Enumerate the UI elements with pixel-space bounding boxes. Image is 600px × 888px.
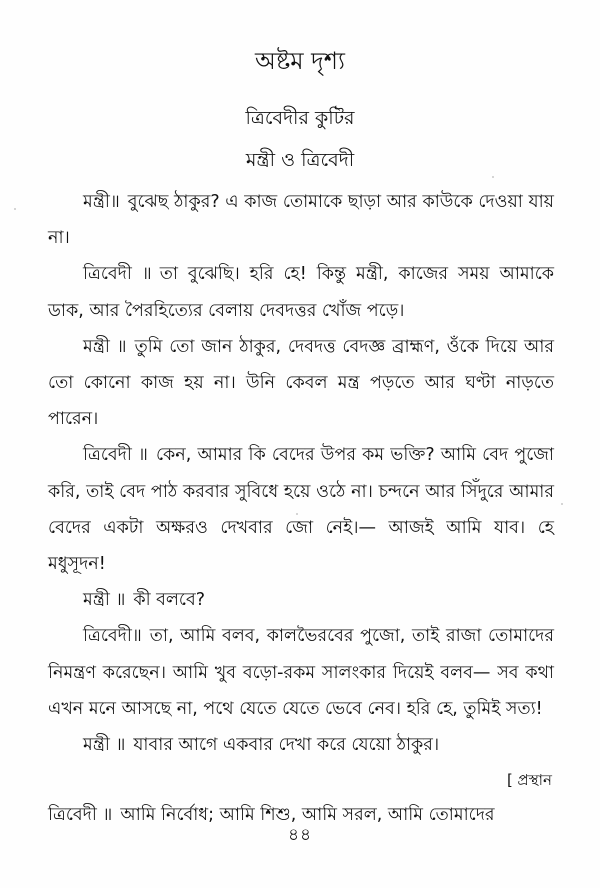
dialogue-text: কী বলবে?	[133, 590, 205, 611]
speaker-name: ত্রিবেদী॥	[83, 626, 142, 647]
dialogue-body	[48, 184, 554, 833]
dialogue-paragraph	[48, 329, 554, 438]
speaker-name: মন্ত্রী॥	[83, 192, 120, 212]
scene-characters: মন্ত্রী ও ত্রিবেদী	[245, 149, 355, 171]
speaker-name: মন্ত্রী ॥	[83, 336, 127, 357]
dialogue-text: তা বুঝেছি। হরি হে! কিন্তু মন্ত্রী, কাজের সময় আমাকে ডাক, আর পৈরহিত্যের বেলায় দেবদত্তর খোঁজ পড়ে।	[48, 264, 554, 321]
dialogue-paragraph	[48, 618, 554, 727]
dialogue-paragraph	[48, 437, 554, 582]
speaker-name: মন্ত্রী ॥	[83, 735, 126, 756]
page-number: ৪৪	[287, 825, 313, 845]
paper-speck	[296, 513, 298, 515]
speaker-name: মন্ত্রী ॥	[83, 590, 126, 611]
dialogue-text: বুঝেছ ঠাকুর? এ কাজ তোমাকে ছাড়া আর কাউকে দেওয়া যায় না।	[48, 192, 554, 249]
paper-speck	[14, 208, 16, 210]
dialogue-paragraph	[48, 582, 554, 618]
stage-direction: [ প্রস্থান	[506, 771, 552, 790]
scene-title: অষ্টম দৃশ্য	[255, 47, 345, 75]
dialogue-text: যাবার আগে একবার দেখা করে যেয়ো ঠাকুর।	[133, 735, 440, 756]
dialogue-text: আমি নির্বোধ; আমি শিশু, আমি সরল, আমি তোমাদের	[120, 805, 495, 826]
scene-location: ত্রিবেদীর কুটির	[245, 107, 355, 129]
dialogue-paragraph	[48, 256, 554, 328]
paper-speck	[492, 176, 494, 178]
speaker-name: ত্রিবেদী ॥	[48, 805, 113, 826]
dialogue-text: কেন, আমার কি বেদের উপর কম ভক্তি? আমি বেদ পুজো করি, তাই বেদ পাঠ করবার সুবিধে হয়ে ওঠে না। চন্দনে আর সিঁদুরে আমার বেদের একটা অক্ষরও দেখবার জো নেই।— আজই আমি যাব। হে মধুসূদন!	[48, 445, 554, 575]
dialogue-text: তা, আমি বলব, কালভৈরবের পুজো, তাই রাজা তোমাদের নিমন্ত্রণ করেছেন। আমি খুব বড়ো-রকম সালংকার দিয়েই বলব— সব কথা এখন মনে আসছে না, পথে যেতে যেতে ভেবে নেব। হরি হে, তুমিই সত্য!	[48, 626, 554, 719]
paper-speck	[561, 503, 563, 505]
dialogue-paragraph	[48, 727, 554, 763]
dialogue-paragraph	[48, 184, 554, 256]
dialogue-text: তুমি তো জান ঠাকুর, দেবদত্ত বেদজ্ঞ ব্রাহ্মণ, ওঁকে দিয়ে আর তো কোনো কাজ হয় না। উনি কেবল মন্ত্র পড়তে আর ঘণ্টা নাড়তে পারেন।	[48, 336, 554, 430]
speaker-name: ত্রিবেদী ॥	[83, 264, 152, 285]
speaker-name: ত্রিবেদী ॥	[83, 445, 148, 466]
